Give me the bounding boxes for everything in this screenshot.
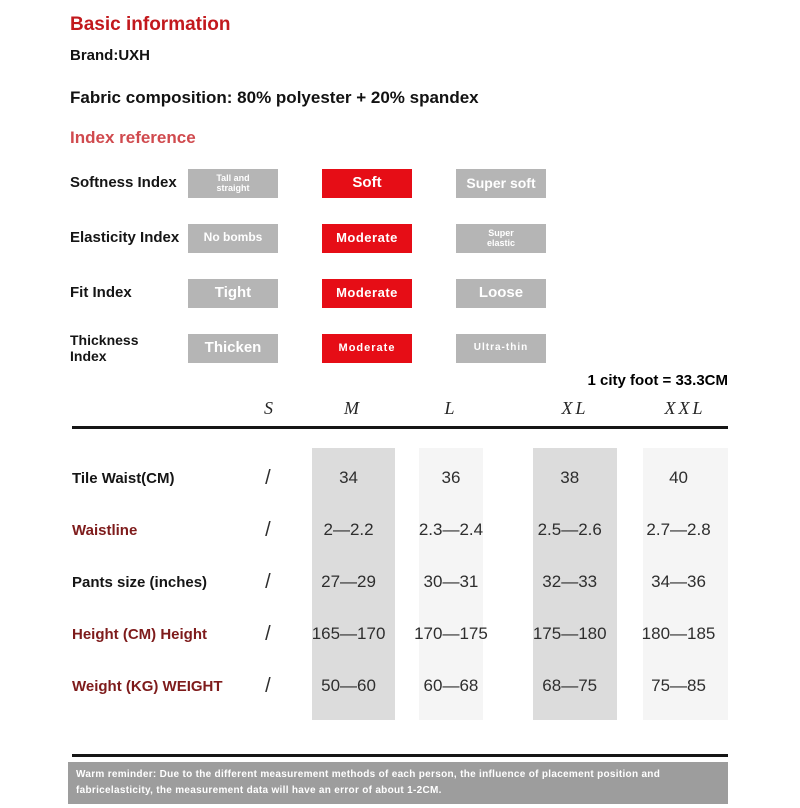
size-cell: 34 (339, 468, 359, 487)
index-row-label: Elasticity Index (70, 229, 180, 247)
row-label: Weight (KG) WEIGHT (72, 677, 223, 695)
size-cell: 175—180 (532, 624, 607, 643)
size-col-header: S (264, 398, 276, 418)
divider (72, 754, 728, 757)
size-col-header: M (344, 398, 362, 418)
index-row-label: Thickness Index (70, 331, 139, 364)
option-chip: Tight (188, 279, 278, 308)
size-cell: 2.3—2.4 (418, 520, 484, 539)
size-chart-body (72, 452, 728, 712)
divider (72, 426, 728, 429)
table-row-waistline (72, 504, 728, 556)
size-cell: / (265, 570, 271, 593)
size-cell: / (265, 466, 271, 489)
option-chip: Super soft (456, 169, 546, 198)
size-cell: / (265, 674, 271, 697)
size-cell: 2—2.2 (323, 520, 374, 539)
row-label: Pants size (inches) (72, 573, 208, 591)
option-chip-selected: Moderate (322, 334, 412, 363)
index-row-label: Softness Index (70, 174, 177, 192)
option-chip-selected: Moderate (322, 224, 412, 253)
option-chip: Super elastic (456, 224, 546, 253)
row-label: Height (CM) Height (72, 625, 207, 643)
size-col-header: XXL (664, 398, 706, 418)
option-chip-selected: Moderate (322, 279, 412, 308)
size-cell: / (265, 622, 271, 645)
brand-text: Brand:UXH (70, 47, 151, 64)
size-cell: 75—85 (651, 676, 706, 695)
size-cell: 32—33 (542, 572, 598, 591)
size-header-row (72, 398, 728, 422)
table-row-weight (72, 660, 728, 712)
size-cell: 180—185 (641, 624, 716, 643)
index-reference-title: Index reference (70, 128, 196, 147)
index-row-fit (70, 278, 570, 308)
table-row-pants-size (72, 556, 728, 608)
index-row-thickness (70, 333, 570, 363)
size-cell: 2.7—2.8 (646, 520, 711, 539)
table-row-tile-waist (72, 452, 728, 504)
option-chip: Ultra-thin (456, 334, 546, 363)
size-cell: 36 (441, 468, 461, 487)
size-cell: 170—175 (414, 624, 488, 643)
option-chip-selected: Soft (322, 169, 412, 198)
size-cell: / (265, 518, 271, 541)
size-col-header: L (444, 398, 458, 418)
unit-conversion-note: 1 city foot = 33.3CM (587, 372, 728, 389)
option-chip: No bombs (188, 224, 278, 253)
table-row-height (72, 608, 728, 660)
size-col-header: XL (561, 398, 589, 418)
size-cell: 50—60 (321, 676, 376, 695)
basic-information-title: Basic information (70, 14, 231, 35)
option-chip: Loose (456, 279, 546, 308)
row-label: Waistline (72, 521, 138, 539)
fabric-composition-text: Fabric composition: 80% polyester + 20% spandex (70, 88, 479, 107)
size-cell: 34—36 (651, 572, 706, 591)
size-cell: 60—68 (423, 676, 479, 695)
size-cell: 2.5—2.6 (537, 520, 602, 539)
row-label: Tile Waist(CM) (72, 469, 175, 487)
size-cell: 165—170 (311, 624, 386, 643)
warm-reminder-note: Warm reminder: Due to the different measurement methods of each person, the influence of placement position and fabricelasticity, the measurement data will have an error of about 1-2CM. (68, 762, 728, 804)
size-cell: 27—29 (321, 572, 376, 591)
size-cell: 30—31 (423, 572, 479, 591)
size-cell: 38 (560, 468, 580, 487)
option-chip: Tall and straight (188, 169, 278, 198)
index-row-label: Fit Index (70, 284, 132, 302)
index-row-elasticity (70, 223, 570, 253)
size-cell: 68—75 (542, 676, 598, 695)
size-cell: 40 (669, 468, 688, 487)
size-chart (72, 370, 728, 802)
option-chip: Thicken (188, 334, 278, 363)
index-reference-table (70, 168, 570, 388)
index-row-softness (70, 168, 570, 198)
